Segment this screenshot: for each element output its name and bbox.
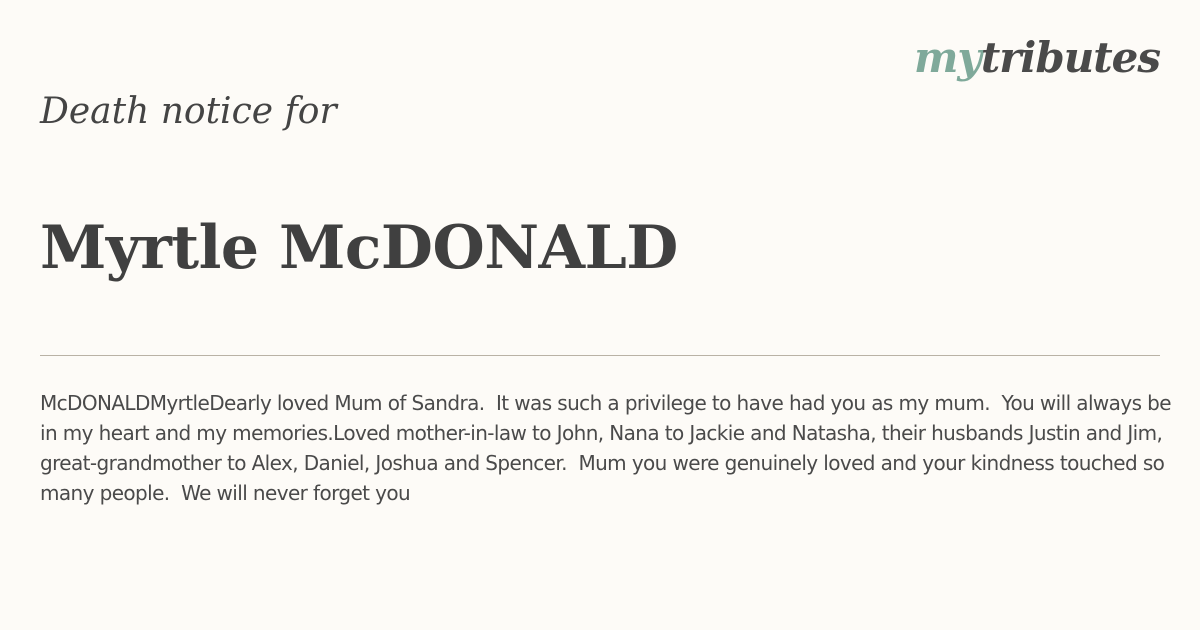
section-divider xyxy=(40,355,1160,356)
deceased-name: Myrtle McDONALD xyxy=(40,213,678,283)
notice-text: McDONALDMyrtleDearly loved Mum of Sandra. It was such a privilege to have had you as my mum. You will always be in my heart and my memories.Loved mother-in-law to John, Nana to Jackie and Natasha, their husbands Justin and Jim, great-grandmother to Alex, Daniel, Joshua and Spencer. Mum you were genuinely loved and your kindness touched so many people. We will never forget you xyxy=(40,391,1177,505)
logo-my-text: my xyxy=(913,33,981,82)
logo-tributes-text: tributes xyxy=(980,33,1160,82)
death-notice-label: Death notice for xyxy=(40,91,337,132)
mytributes-logo[interactable] xyxy=(914,30,1160,86)
